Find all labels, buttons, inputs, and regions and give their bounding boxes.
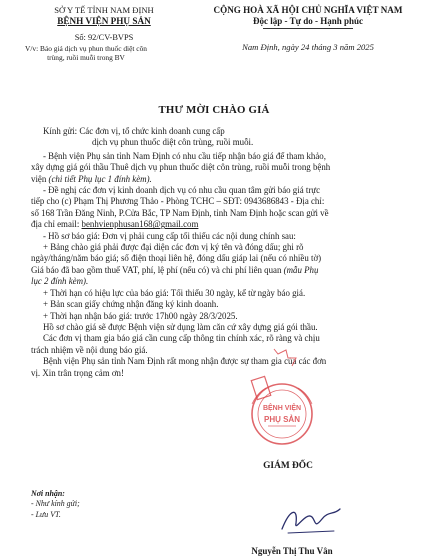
handwritten-signature (276, 499, 346, 539)
requirement-1b: ngày/tháng/năm báo giá; số điện thoại liên hệ, đóng dấu giáp lai (nếu có nhiều tờ) (31, 253, 322, 264)
requirement-1d: lục 2 đính kèm). (31, 276, 89, 287)
national-title: CỘNG HOÀ XÃ HỘI CHỦ NGHĨA VIỆT NAM (213, 5, 403, 15)
requirement-1c: Giá báo đã bao gồm thuế VAT, phí, lệ phí (nếu có) và chi phí liên quan (mẫu Phụ (31, 264, 319, 275)
org-name: BỆNH VIỆN PHỤ SẢN (57, 16, 151, 26)
recipients-block (31, 489, 80, 520)
subject-line-2: trùng, ruồi muỗi trong BV (47, 53, 125, 63)
requirement-2: + Thời hạn có hiệu lực của báo giá: Tối thiểu 30 ngày, kể từ ngày báo giá. (43, 287, 306, 298)
paragraph-2b: tiếp cho (c) Phạm Thị Phương Thảo - Phòng TCHC – SĐT: 0943686843 - Địa chỉ: (31, 196, 325, 207)
stamp-text-line-2: PHỤ SẢN (263, 415, 301, 424)
subject-line-1: V/v: Báo giá dịch vụ phun thuốc diệt côn (25, 44, 147, 53)
document-date: Nam Định, ngày 24 tháng 3 năm 2025 (242, 42, 374, 52)
stamp-text-line-1: BỆNH VIỆN (262, 405, 302, 412)
letter-body (31, 126, 397, 379)
paragraph-3: - Hồ sơ báo giá: Đơn vị phải cung cấp tối thiểu các nội dung chính sau: (43, 230, 296, 241)
requirement-3: + Bản scan giấy chứng nhận đăng ký kinh doanh. (43, 299, 219, 310)
national-motto: Độc lập - Tự do - Hạnh phúc (252, 16, 363, 26)
recipient-line-1: Kính gửi: Các đơn vị, tổ chức kinh doanh cung cấp (43, 126, 225, 136)
document-title: THƯ MỜI CHÀO GIÁ (158, 104, 270, 116)
email-link[interactable]: benhvienphusan168@gmail.com (81, 219, 199, 230)
signatory-name: Nguyễn Thị Thu Vân (251, 546, 333, 556)
motto-underline (263, 28, 353, 29)
recipient-line-2: dịch vụ phun thuốc diệt côn trùng, ruồi muỗi. (92, 137, 254, 148)
recipient-item-2: - Lưu VT. (31, 509, 61, 519)
paragraph-6a: Bệnh viện Phụ sản tỉnh Nam Định rất mong nhận được sự tham gia của các đơn (43, 356, 327, 367)
paragraph-5a: Các đơn vị tham gia báo giá cần cung cấp thông tin chính xác, rõ ràng và chịu (43, 333, 320, 344)
document-number: Số: 92/CV-BVPS (74, 33, 134, 42)
paragraph-2d: địa chỉ email: benhvienphusan168@gmail.com (31, 219, 199, 230)
org-parent: SỞ Y TẾ TỈNH NAM ĐỊNH (54, 5, 154, 15)
signatory-title: GIÁM ĐỐC (263, 461, 313, 471)
paragraph-6b: vị. Xin trân trọng cảm ơn! (31, 367, 124, 378)
document-subject (16, 44, 156, 63)
paragraph-1b: xây dựng giá gói thầu Thuê dịch vụ phun thuốc diệt côn trùng, ruồi muỗi trong bệnh (31, 162, 331, 173)
recipients-label: Nơi nhận: (31, 489, 65, 498)
requirement-1a: + Bảng chào giá phải được đại diện các đơn vị ký tên và đóng dấu; ghi rõ (43, 242, 304, 253)
paragraph-2a: - Đề nghị các đơn vị kinh doanh dịch vụ có nhu cầu quan tâm gửi báo giá trực (43, 185, 321, 196)
annex-1-note: (chi tiết Phụ lục 1 đính kèm). (48, 173, 152, 184)
paragraph-5b: trách nhiệm về nội dung báo giá. (31, 344, 148, 355)
paragraph-2c: số 168 Trần Đăng Ninh, P.Cửa Bắc, TP Nam Định, tỉnh Nam Định hoặc scan gửi về (31, 207, 329, 218)
official-stamp (234, 346, 330, 452)
requirement-4: + Thời hạn nhận báo giá: trước 17h00 ngày 28/3/2025. (43, 310, 238, 321)
recipient-item-1: - Như kính gửi; (31, 499, 80, 509)
paragraph-4: Hồ sơ chào giá sẽ được Bệnh viện sử dụng làm căn cứ xây dựng giá gói thầu. (43, 321, 318, 332)
paragraph-1c: viện (chi tiết Phụ lục 1 đính kèm). (31, 173, 152, 184)
paragraph-1a: - Bệnh viện Phụ sản tỉnh Nam Định có nhu cầu tiếp nhận báo giá để tham khảo, (43, 150, 326, 161)
